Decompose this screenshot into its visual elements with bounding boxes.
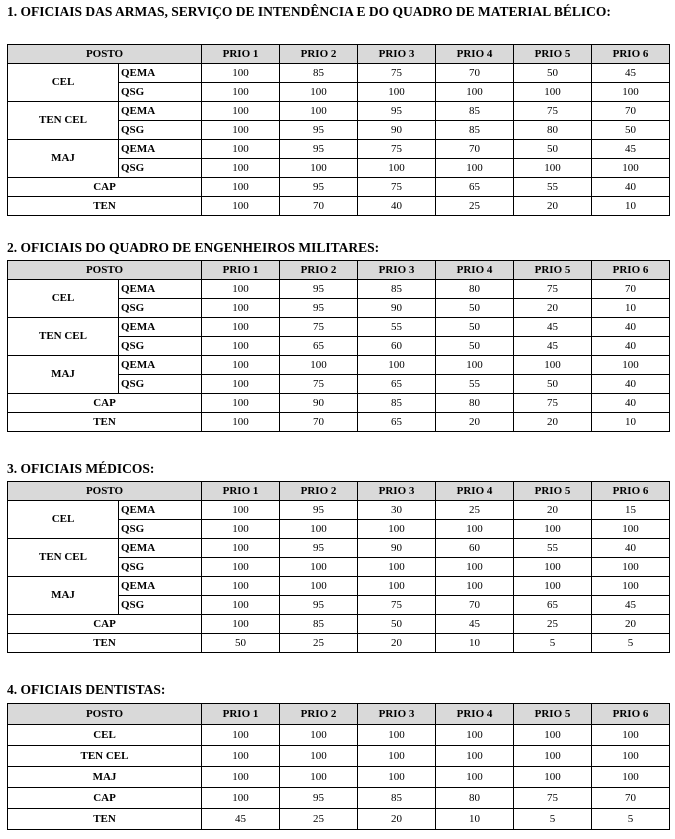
- header-row: [8, 45, 670, 64]
- value-cell: 100: [202, 337, 280, 356]
- value-cell: 50: [436, 318, 514, 337]
- table-row: [8, 413, 670, 432]
- table-row: [8, 178, 670, 197]
- value-cell: 75: [514, 280, 592, 299]
- value-cell: 95: [280, 501, 358, 520]
- value-cell: 65: [358, 413, 436, 432]
- value-cell: 20: [592, 615, 670, 634]
- value-cell: 75: [358, 596, 436, 615]
- value-cell: 55: [514, 539, 592, 558]
- value-cell: 100: [592, 767, 670, 788]
- rank-cell: MAJ: [8, 767, 202, 788]
- value-cell: 20: [358, 809, 436, 830]
- value-cell: 100: [202, 596, 280, 615]
- subgroup-cell: QSG: [119, 159, 202, 178]
- rank-cell: CAP: [8, 178, 202, 197]
- value-cell: 100: [436, 577, 514, 596]
- header-prio-3: PRIO 3: [358, 482, 436, 501]
- table-row: [8, 767, 670, 788]
- value-cell: 85: [280, 64, 358, 83]
- section-title: 1. OFICIAIS DAS ARMAS, SERVIÇO DE INTENDÊNCIA E DO QUADRO DE MATERIAL BÉLICO:: [7, 4, 611, 19]
- header-posto: POSTO: [8, 704, 202, 725]
- table-row: [8, 394, 670, 413]
- value-cell: 40: [592, 318, 670, 337]
- value-cell: 85: [358, 280, 436, 299]
- value-cell: 100: [202, 280, 280, 299]
- value-cell: 50: [436, 337, 514, 356]
- value-cell: 15: [592, 501, 670, 520]
- rank-cell: CAP: [8, 788, 202, 809]
- value-cell: 100: [436, 520, 514, 539]
- header-prio-4: PRIO 4: [436, 704, 514, 725]
- rank-cell: CEL: [8, 280, 119, 318]
- value-cell: 25: [280, 809, 358, 830]
- subgroup-cell: QSG: [119, 299, 202, 318]
- value-cell: 30: [358, 501, 436, 520]
- value-cell: 100: [202, 299, 280, 318]
- value-cell: 80: [436, 394, 514, 413]
- value-cell: 100: [358, 746, 436, 767]
- value-cell: 100: [358, 767, 436, 788]
- rank-cell: CEL: [8, 725, 202, 746]
- subgroup-cell: QSG: [119, 520, 202, 539]
- value-cell: 40: [358, 197, 436, 216]
- value-cell: 75: [514, 788, 592, 809]
- table-row: [8, 140, 670, 159]
- value-cell: 45: [592, 596, 670, 615]
- value-cell: 100: [202, 788, 280, 809]
- value-cell: 100: [202, 577, 280, 596]
- section-1: [7, 4, 669, 216]
- value-cell: 100: [202, 394, 280, 413]
- subgroup-cell: QEMA: [119, 318, 202, 337]
- table-row: [8, 725, 670, 746]
- value-cell: 85: [358, 394, 436, 413]
- table-row: [8, 197, 670, 216]
- value-cell: 100: [436, 83, 514, 102]
- value-cell: 60: [358, 337, 436, 356]
- value-cell: 100: [592, 83, 670, 102]
- table-row: [8, 746, 670, 767]
- subgroup-cell: QSG: [119, 558, 202, 577]
- value-cell: 100: [592, 520, 670, 539]
- value-cell: 100: [280, 558, 358, 577]
- section-4: [7, 682, 669, 830]
- header-prio-2: PRIO 2: [280, 45, 358, 64]
- value-cell: 40: [592, 375, 670, 394]
- rank-cell: CAP: [8, 615, 202, 634]
- header-prio-4: PRIO 4: [436, 482, 514, 501]
- value-cell: 70: [592, 280, 670, 299]
- subgroup-cell: QSG: [119, 375, 202, 394]
- value-cell: 100: [436, 356, 514, 375]
- header-posto: POSTO: [8, 261, 202, 280]
- header-prio-1: PRIO 1: [202, 482, 280, 501]
- value-cell: 70: [280, 413, 358, 432]
- value-cell: 20: [436, 413, 514, 432]
- value-cell: 10: [436, 809, 514, 830]
- rank-cell: TEN: [8, 197, 202, 216]
- value-cell: 70: [280, 197, 358, 216]
- value-cell: 50: [592, 121, 670, 140]
- header-prio-4: PRIO 4: [436, 261, 514, 280]
- value-cell: 85: [358, 788, 436, 809]
- value-cell: 20: [358, 634, 436, 653]
- value-cell: 50: [358, 615, 436, 634]
- value-cell: 10: [592, 299, 670, 318]
- value-cell: 100: [202, 413, 280, 432]
- table-row: [8, 280, 670, 299]
- value-cell: 45: [202, 809, 280, 830]
- value-cell: 45: [592, 64, 670, 83]
- subgroup-cell: QSG: [119, 83, 202, 102]
- value-cell: 100: [358, 520, 436, 539]
- value-cell: 100: [202, 501, 280, 520]
- value-cell: 100: [202, 615, 280, 634]
- value-cell: 95: [280, 178, 358, 197]
- header-posto: POSTO: [8, 45, 202, 64]
- header-prio-1: PRIO 1: [202, 261, 280, 280]
- rank-cell: CEL: [8, 501, 119, 539]
- section-title: 4. OFICIAIS DENTISTAS:: [7, 682, 166, 697]
- value-cell: 80: [436, 280, 514, 299]
- value-cell: 75: [358, 140, 436, 159]
- value-cell: 80: [514, 121, 592, 140]
- table-row: [8, 634, 670, 653]
- value-cell: 100: [436, 159, 514, 178]
- value-cell: 100: [358, 356, 436, 375]
- value-cell: 100: [202, 558, 280, 577]
- value-cell: 90: [280, 394, 358, 413]
- header-row: [8, 261, 670, 280]
- value-cell: 100: [202, 356, 280, 375]
- value-cell: 100: [358, 558, 436, 577]
- header-prio-5: PRIO 5: [514, 45, 592, 64]
- value-cell: 45: [436, 615, 514, 634]
- value-cell: 100: [280, 159, 358, 178]
- header-prio-2: PRIO 2: [280, 261, 358, 280]
- value-cell: 100: [202, 102, 280, 121]
- subgroup-cell: QEMA: [119, 577, 202, 596]
- subgroup-cell: QEMA: [119, 102, 202, 121]
- value-cell: 70: [436, 140, 514, 159]
- value-cell: 65: [514, 596, 592, 615]
- value-cell: 55: [514, 178, 592, 197]
- value-cell: 40: [592, 394, 670, 413]
- value-cell: 100: [514, 159, 592, 178]
- subgroup-cell: QSG: [119, 337, 202, 356]
- value-cell: 40: [592, 337, 670, 356]
- header-posto: POSTO: [8, 482, 202, 501]
- table-row: [8, 501, 670, 520]
- value-cell: 45: [514, 337, 592, 356]
- section-2: [7, 240, 669, 432]
- value-cell: 20: [514, 501, 592, 520]
- header-prio-5: PRIO 5: [514, 482, 592, 501]
- value-cell: 100: [280, 767, 358, 788]
- value-cell: 90: [358, 121, 436, 140]
- section-title: 2. OFICIAIS DO QUADRO DE ENGENHEIROS MILITARES:: [7, 240, 380, 255]
- header-prio-1: PRIO 1: [202, 704, 280, 725]
- header-prio-3: PRIO 3: [358, 704, 436, 725]
- value-cell: 100: [436, 746, 514, 767]
- value-cell: 100: [592, 725, 670, 746]
- value-cell: 95: [280, 140, 358, 159]
- value-cell: 100: [514, 767, 592, 788]
- header-row: [8, 482, 670, 501]
- value-cell: 100: [280, 83, 358, 102]
- value-cell: 20: [514, 413, 592, 432]
- value-cell: 75: [280, 318, 358, 337]
- value-cell: 50: [514, 64, 592, 83]
- value-cell: 10: [592, 197, 670, 216]
- header-prio-3: PRIO 3: [358, 45, 436, 64]
- value-cell: 100: [358, 577, 436, 596]
- subgroup-cell: QEMA: [119, 539, 202, 558]
- value-cell: 70: [592, 102, 670, 121]
- table-row: [8, 356, 670, 375]
- value-cell: 100: [202, 539, 280, 558]
- value-cell: 50: [436, 299, 514, 318]
- header-prio-5: PRIO 5: [514, 704, 592, 725]
- value-cell: 65: [358, 375, 436, 394]
- value-cell: 95: [280, 121, 358, 140]
- value-cell: 100: [514, 356, 592, 375]
- rank-cell: MAJ: [8, 356, 119, 394]
- value-cell: 100: [436, 725, 514, 746]
- subgroup-cell: QEMA: [119, 64, 202, 83]
- value-cell: 5: [514, 809, 592, 830]
- value-cell: 10: [592, 413, 670, 432]
- value-cell: 100: [202, 121, 280, 140]
- value-cell: 100: [202, 375, 280, 394]
- value-cell: 5: [592, 634, 670, 653]
- value-cell: 20: [514, 299, 592, 318]
- value-cell: 20: [514, 197, 592, 216]
- value-cell: 55: [436, 375, 514, 394]
- table-row: [8, 539, 670, 558]
- value-cell: 50: [514, 140, 592, 159]
- value-cell: 70: [436, 64, 514, 83]
- value-cell: 25: [436, 197, 514, 216]
- priority-table: [7, 703, 670, 830]
- value-cell: 100: [202, 83, 280, 102]
- section-3: [7, 461, 669, 653]
- value-cell: 75: [514, 102, 592, 121]
- value-cell: 100: [202, 725, 280, 746]
- header-prio-4: PRIO 4: [436, 45, 514, 64]
- priority-table: [7, 44, 670, 216]
- value-cell: 100: [202, 767, 280, 788]
- value-cell: 100: [202, 64, 280, 83]
- table-row: [8, 102, 670, 121]
- value-cell: 100: [202, 159, 280, 178]
- value-cell: 100: [280, 746, 358, 767]
- table-row: [8, 615, 670, 634]
- value-cell: 40: [592, 178, 670, 197]
- value-cell: 95: [280, 299, 358, 318]
- value-cell: 75: [514, 394, 592, 413]
- value-cell: 100: [514, 577, 592, 596]
- table-row: [8, 809, 670, 830]
- value-cell: 45: [592, 140, 670, 159]
- value-cell: 100: [280, 520, 358, 539]
- value-cell: 100: [436, 558, 514, 577]
- value-cell: 100: [436, 767, 514, 788]
- value-cell: 50: [514, 375, 592, 394]
- rank-cell: CAP: [8, 394, 202, 413]
- rank-cell: MAJ: [8, 140, 119, 178]
- value-cell: 95: [280, 539, 358, 558]
- header-row: [8, 704, 670, 725]
- value-cell: 55: [358, 318, 436, 337]
- value-cell: 100: [514, 520, 592, 539]
- value-cell: 100: [280, 356, 358, 375]
- priority-table: [7, 481, 670, 653]
- value-cell: 85: [436, 121, 514, 140]
- value-cell: 25: [514, 615, 592, 634]
- rank-cell: CEL: [8, 64, 119, 102]
- value-cell: 10: [436, 634, 514, 653]
- header-prio-6: PRIO 6: [592, 704, 670, 725]
- value-cell: 45: [514, 318, 592, 337]
- value-cell: 95: [280, 280, 358, 299]
- rank-cell: TEN: [8, 634, 202, 653]
- value-cell: 65: [436, 178, 514, 197]
- value-cell: 40: [592, 539, 670, 558]
- header-prio-2: PRIO 2: [280, 482, 358, 501]
- value-cell: 100: [358, 725, 436, 746]
- value-cell: 25: [436, 501, 514, 520]
- table-row: [8, 64, 670, 83]
- value-cell: 100: [202, 140, 280, 159]
- value-cell: 90: [358, 299, 436, 318]
- value-cell: 100: [358, 83, 436, 102]
- subgroup-cell: QEMA: [119, 501, 202, 520]
- subgroup-cell: QSG: [119, 121, 202, 140]
- rank-cell: TEN CEL: [8, 102, 119, 140]
- value-cell: 95: [280, 596, 358, 615]
- value-cell: 100: [202, 520, 280, 539]
- value-cell: 100: [202, 178, 280, 197]
- value-cell: 70: [436, 596, 514, 615]
- rank-cell: TEN CEL: [8, 746, 202, 767]
- value-cell: 100: [202, 197, 280, 216]
- value-cell: 100: [280, 577, 358, 596]
- header-prio-6: PRIO 6: [592, 45, 670, 64]
- rank-cell: MAJ: [8, 577, 119, 615]
- value-cell: 85: [280, 615, 358, 634]
- value-cell: 100: [592, 577, 670, 596]
- header-prio-5: PRIO 5: [514, 261, 592, 280]
- rank-cell: TEN: [8, 413, 202, 432]
- table-row: [8, 577, 670, 596]
- value-cell: 5: [514, 634, 592, 653]
- rank-cell: TEN CEL: [8, 318, 119, 356]
- value-cell: 100: [592, 159, 670, 178]
- value-cell: 25: [280, 634, 358, 653]
- section-title: 3. OFICIAIS MÉDICOS:: [7, 461, 155, 476]
- header-prio-6: PRIO 6: [592, 261, 670, 280]
- value-cell: 100: [358, 159, 436, 178]
- subgroup-cell: QSG: [119, 596, 202, 615]
- value-cell: 90: [358, 539, 436, 558]
- value-cell: 80: [436, 788, 514, 809]
- subgroup-cell: QEMA: [119, 140, 202, 159]
- value-cell: 75: [280, 375, 358, 394]
- rank-cell: TEN: [8, 809, 202, 830]
- rank-cell: TEN CEL: [8, 539, 119, 577]
- subgroup-cell: QEMA: [119, 280, 202, 299]
- value-cell: 100: [592, 356, 670, 375]
- value-cell: 100: [280, 725, 358, 746]
- value-cell: 75: [358, 64, 436, 83]
- priority-table: [7, 260, 670, 432]
- value-cell: 65: [280, 337, 358, 356]
- value-cell: 100: [592, 558, 670, 577]
- value-cell: 85: [436, 102, 514, 121]
- value-cell: 100: [514, 746, 592, 767]
- value-cell: 100: [514, 83, 592, 102]
- value-cell: 95: [280, 788, 358, 809]
- subgroup-cell: QEMA: [119, 356, 202, 375]
- value-cell: 100: [202, 746, 280, 767]
- value-cell: 100: [280, 102, 358, 121]
- header-prio-1: PRIO 1: [202, 45, 280, 64]
- value-cell: 75: [358, 178, 436, 197]
- value-cell: 5: [592, 809, 670, 830]
- table-row: [8, 318, 670, 337]
- header-prio-3: PRIO 3: [358, 261, 436, 280]
- value-cell: 100: [514, 725, 592, 746]
- value-cell: 60: [436, 539, 514, 558]
- value-cell: 70: [592, 788, 670, 809]
- value-cell: 95: [358, 102, 436, 121]
- value-cell: 100: [592, 746, 670, 767]
- table-row: [8, 788, 670, 809]
- header-prio-2: PRIO 2: [280, 704, 358, 725]
- value-cell: 100: [202, 318, 280, 337]
- value-cell: 50: [202, 634, 280, 653]
- header-prio-6: PRIO 6: [592, 482, 670, 501]
- value-cell: 100: [514, 558, 592, 577]
